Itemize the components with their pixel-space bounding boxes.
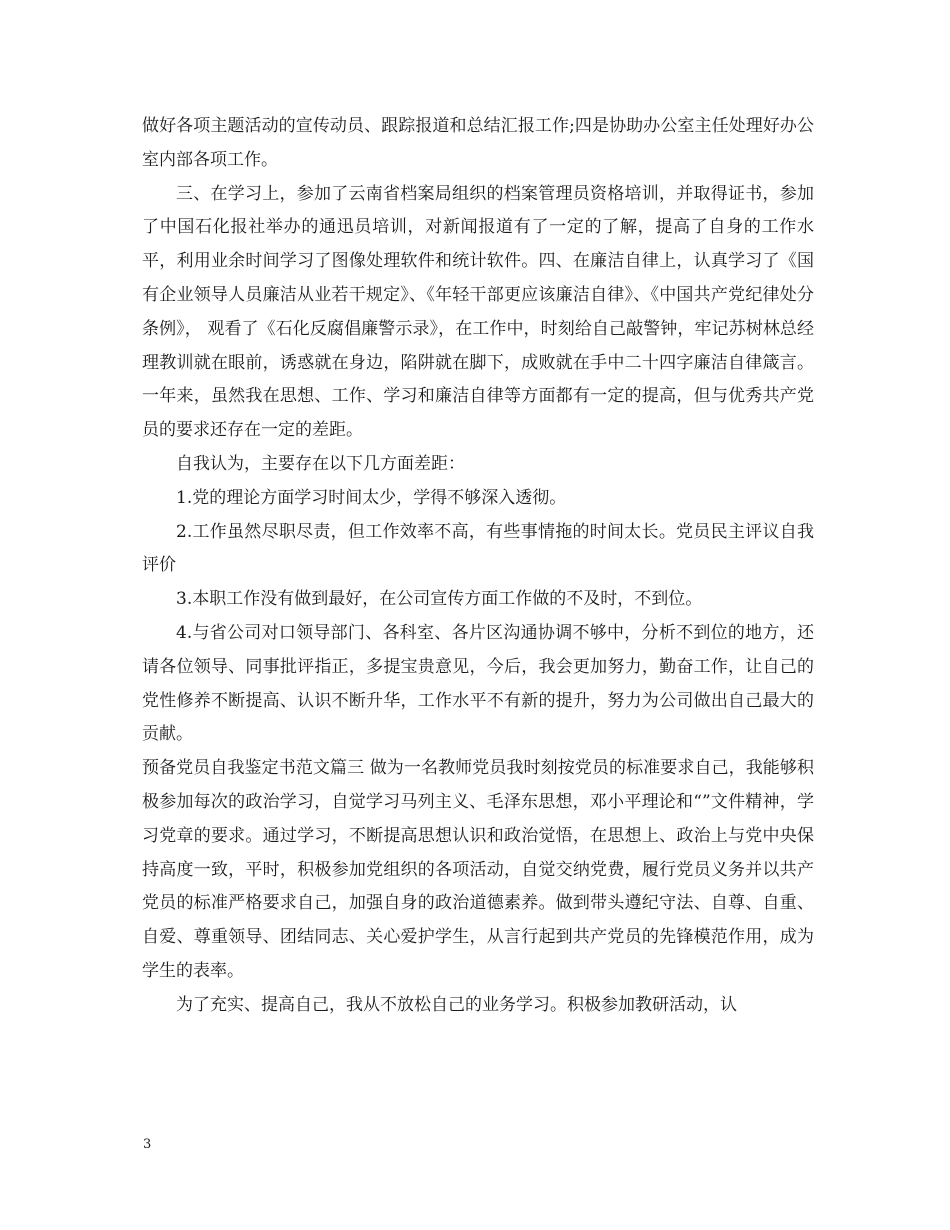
paragraph: 自我认为，主要存在以下几方面差距： — [176, 453, 465, 474]
paragraph: 做好各项主题活动的宣传动员、跟踪报道和总结汇报工作;四是协助办公室主任处理好办公室内部各项工作。 — [142, 116, 814, 170]
list-item: 1.党的理论方面学习时间太少，学得不够深入透彻。 — [176, 487, 567, 508]
paragraph: 三、在学习上，参加了云南省档案局组织的档案管理员资格培训，并取得证书，参加了中国石化报社举办的通迅员培训，对新闻报道有了一定的了解，提高了自身的工作水平，利用业余时间学习了图像处理软件和统计软件。四、在廉洁自律上，认真学习了《国有企业领导人员廉洁从业若干规定》、《年轻干部更应该廉洁自律》、《中国共产党纪律处分条例》， 观看了《石化反腐倡廉警示录》，在工作中，时刻给自己敲警钟，牢记苏树林总经理教训就在眼前，诱惑就在身边，陷阱就在脚下，成败就在手中二十四字廉洁自律箴言。一年来，虽然我在思想、工作、学习和廉洁自律等方面都有一定的提高，但与优秀共产党员的要求还存在一定的差距。 — [142, 183, 814, 441]
paragraph: 为了充实、提高自己，我从不放松自己的业务学习。积极参加教研活动，认 — [176, 994, 737, 1015]
list-item: 2.工作虽然尽职尽责，但工作效率不高，有些事情拖的时间太长。党员民主评议自我评价 — [142, 521, 814, 576]
list-item: 3.本职工作没有做到最好，在公司宣传方面工作做的不及时，不到位。 — [176, 589, 703, 610]
body-text — [142, 110, 814, 1023]
page-number: 3 — [143, 1137, 152, 1152]
paragraph: 预备党员自我鉴定书范文篇三 做为一名教师党员我时刻按党员的标准要求自己，我能够积极参加每次的政治学习，自觉学习马列主义、毛泽东思想，邓小平理论和“”文件精神，学习党章的要求。通过学习，不断提高思想认识和政治觉悟，在思想上、政治上与党中央保持高度一致，平时，积极参加党组织的各项活动，自觉交纳党费，履行党员义务并以共产党员的标准严格要求自己，加强自身的政治道德素养。做到带头遵纪守法、自尊、自重、自爱、尊重领导、团结同志、关心爱护学生，从言行起到共产党员的先锋模范作用，成为学生的表率。 — [142, 758, 814, 981]
list-item: 4.与省公司对口领导部门、各科室、各片区沟通协调不够中，分析不到位的地方，还请各位领导、同事批评指正，多提宝贵意见，今后，我会更加努力，勤奋工作，让自己的党性修养不断提高、认识不断升华，工作水平不有新的提升，努力为公司做出自己最大的贡献。 — [142, 622, 814, 745]
